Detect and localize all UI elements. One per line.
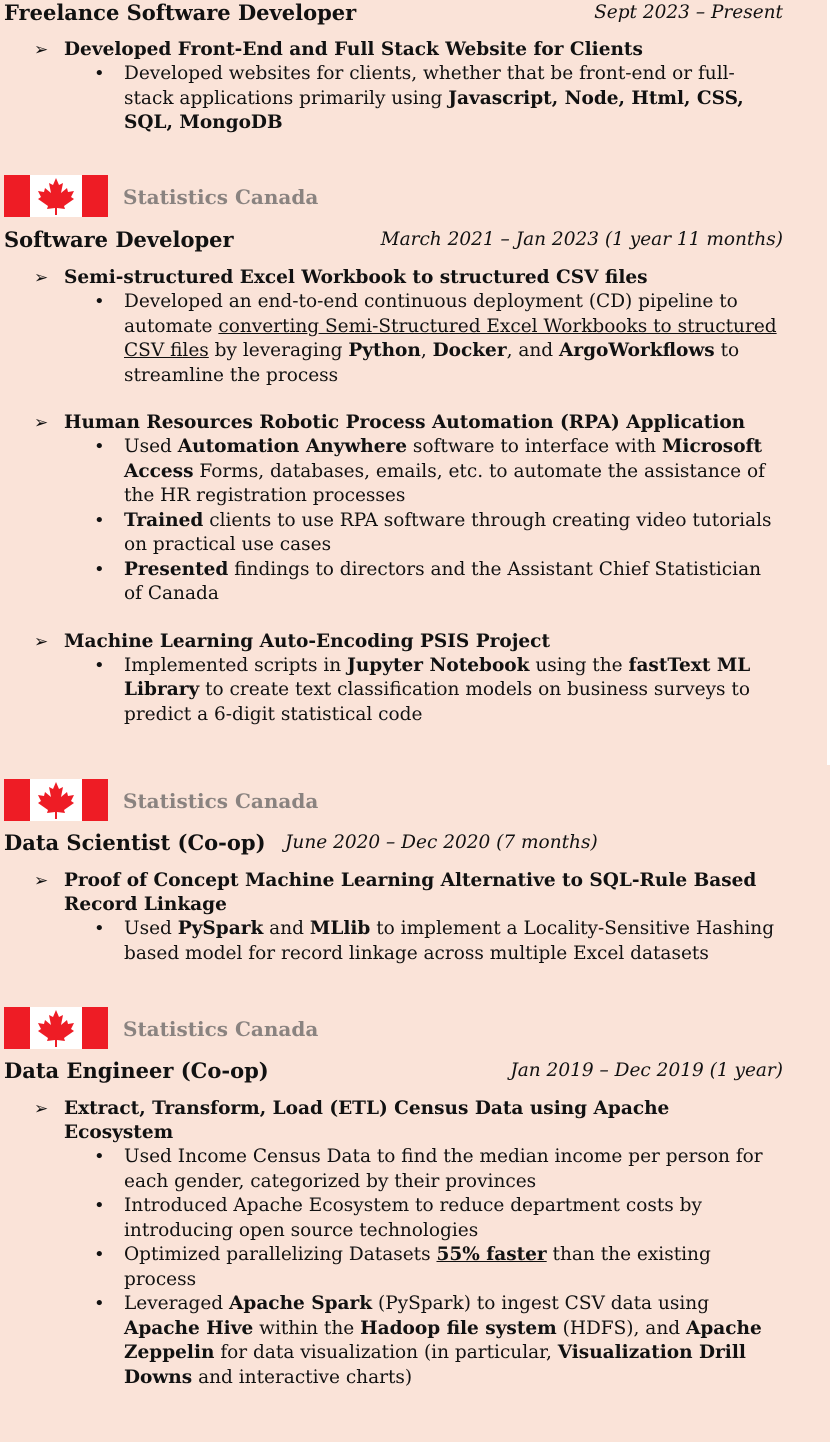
project — [0, 630, 830, 728]
text: to create text classification models on business surveys to predict a 6-digit statistical code — [124, 679, 750, 725]
list-item — [124, 917, 784, 966]
bullet-list — [0, 62, 830, 136]
canada-flag-icon — [4, 175, 108, 217]
bold-underlined-text: 55% faster — [436, 1244, 547, 1265]
text: Leveraged — [124, 1293, 230, 1314]
project-title-text: Proof of Concept Machine Learning Alternative to SQL-Rule Based Record Linkage — [64, 870, 757, 915]
project — [0, 266, 830, 388]
bold-text: Docker — [432, 340, 507, 361]
list-item — [124, 290, 784, 388]
arrow-bullet-icon: ➢ — [34, 631, 49, 652]
job-header — [0, 830, 830, 856]
text: Developed an end-to-end continuous deployment (CD) pipeline to automate — [124, 291, 738, 337]
job-header — [0, 1058, 830, 1084]
project-title-text: Machine Learning Auto-Encoding PSIS Project — [64, 630, 550, 652]
org-section — [0, 175, 830, 219]
canada-flag-icon — [4, 1007, 108, 1049]
bullet-list — [0, 654, 830, 728]
de-section — [0, 1058, 830, 1390]
arrow-bullet-icon: ➢ — [34, 40, 49, 60]
list-item — [124, 654, 784, 728]
job-date: Jan 2019 – Dec 2019 (1 year) — [510, 1060, 783, 1081]
org-section — [0, 779, 830, 823]
project-title-text: Developed Front-End and Full Stack Website for Clients — [64, 39, 643, 60]
text: Forms, databases, emails, etc. to automate the assistance of the HR registration processes — [124, 460, 765, 506]
text: using the — [529, 654, 629, 676]
list-item — [124, 1292, 784, 1390]
bold-text: Python — [348, 340, 421, 361]
org-name: Statistics Canada — [123, 1017, 319, 1041]
org-section — [0, 1007, 830, 1051]
bullet-list — [0, 917, 830, 966]
bold-text: MLlib — [309, 918, 371, 939]
job-date: March 2021 – Jan 2023 (1 year 11 months) — [380, 229, 783, 250]
org-header — [0, 779, 830, 823]
project — [0, 1097, 830, 1390]
bold-text: Microsoft Access — [124, 436, 763, 482]
bold-text: Jupyter Notebook — [347, 654, 530, 676]
bold-text: Automation Anywhere — [177, 436, 408, 457]
project-title-text: Extract, Transform, Load (ETL) Census Data using Apache Ecosystem — [64, 1098, 670, 1143]
bold-text: fastText ML Library — [124, 654, 751, 700]
list-item — [124, 1243, 784, 1292]
project — [0, 869, 830, 966]
arrow-bullet-icon: ➢ — [34, 268, 49, 288]
underlined-text: converting Semi-Structured Excel Workbooks to structured CSV files — [124, 315, 777, 361]
text: software to interface with — [407, 436, 662, 457]
text: Implemented scripts in — [124, 654, 348, 676]
org-header — [0, 1007, 830, 1051]
list-item — [124, 1194, 784, 1243]
job-title: Data Engineer (Co-op) — [4, 1058, 269, 1083]
bold-text: Apache Hive — [124, 1317, 254, 1339]
org-header — [0, 175, 830, 219]
bold-text: Presented — [124, 558, 229, 580]
project-title-text: Human Resources Robotic Process Automation (RPA) Application — [64, 412, 746, 433]
text: findings to directors and the Assistant Chief Statistician of Canada — [124, 558, 762, 604]
text: Introduced Apache Ecosystem to reduce department costs by introducing open source technologies — [124, 1195, 702, 1241]
bold-text: ArgoWorkflows — [559, 340, 715, 361]
text: Used — [124, 918, 178, 939]
bold-text: Javascript, Node, Html, CSS, SQL, MongoDB — [124, 87, 744, 133]
bold-text: Visualization Drill Downs — [124, 1342, 746, 1388]
text: , and — [506, 340, 560, 361]
job-date: Sept 2023 – Present — [594, 2, 783, 23]
job-title: Freelance Software Developer — [4, 0, 357, 25]
bullet-list — [0, 290, 830, 388]
bullet-list — [0, 435, 830, 607]
list-item — [124, 509, 784, 558]
list-item — [124, 1145, 784, 1194]
bold-text: Apache Zeppelin — [124, 1317, 762, 1363]
job-header — [0, 227, 830, 253]
job-title: Software Developer — [4, 227, 234, 252]
project-title — [34, 411, 784, 435]
text: (HDFS), and — [556, 1317, 686, 1339]
project-title-text: Semi-structured Excel Workbook to structured CSV files — [64, 267, 648, 288]
project-title — [34, 630, 784, 654]
swdev-section — [0, 227, 830, 727]
list-item — [124, 558, 784, 607]
text: Optimized parallelizing Datasets — [124, 1244, 437, 1265]
project-title — [34, 266, 784, 290]
bold-text: Apache Spark — [229, 1293, 373, 1314]
text: Developed websites for clients, whether that be front-end or full-stack applications primarily using — [124, 63, 735, 109]
bold-text: Hadoop file system — [360, 1317, 557, 1339]
project — [0, 38, 830, 136]
project-title — [34, 1097, 784, 1145]
text: and interactive charts) — [192, 1366, 413, 1388]
project — [0, 411, 830, 607]
text: to streamline the process — [124, 340, 740, 386]
text: than the existing process — [124, 1244, 711, 1290]
list-item — [124, 435, 784, 509]
freelance-section — [0, 0, 830, 136]
project-title — [34, 38, 784, 62]
text: , — [420, 340, 433, 361]
text: to implement a Locality-Sensitive Hashing based model for record linkage across multiple Excel datasets — [124, 918, 775, 964]
text: for data visualization (in particular, — [214, 1342, 558, 1363]
org-name: Statistics Canada — [123, 185, 319, 209]
arrow-bullet-icon: ➢ — [34, 1099, 49, 1119]
text: Used Income Census Data to find the median income per person for each gender, categorized by their provinces — [124, 1146, 763, 1192]
bold-text: Trained — [124, 509, 204, 531]
job-date: June 2020 – Dec 2020 (7 months) — [285, 832, 598, 853]
job-header — [0, 0, 830, 26]
ds-section — [0, 830, 830, 966]
arrow-bullet-icon: ➢ — [34, 413, 49, 433]
canada-flag-icon — [4, 779, 108, 821]
job-title: Data Scientist (Co-op) — [4, 830, 266, 855]
text: and — [263, 918, 310, 939]
text: Used — [124, 436, 178, 457]
bullet-list — [0, 1145, 830, 1390]
text: clients to use RPA software through creating video tutorials on practical use cases — [124, 509, 772, 555]
text: by leveraging — [208, 340, 349, 361]
bold-text: PySpark — [177, 918, 264, 939]
text: (PySpark) to ingest CSV data using — [372, 1293, 710, 1314]
org-name: Statistics Canada — [123, 789, 319, 813]
project-title — [34, 869, 784, 917]
text: within the — [253, 1317, 361, 1339]
arrow-bullet-icon: ➢ — [34, 871, 49, 891]
list-item — [124, 62, 784, 136]
